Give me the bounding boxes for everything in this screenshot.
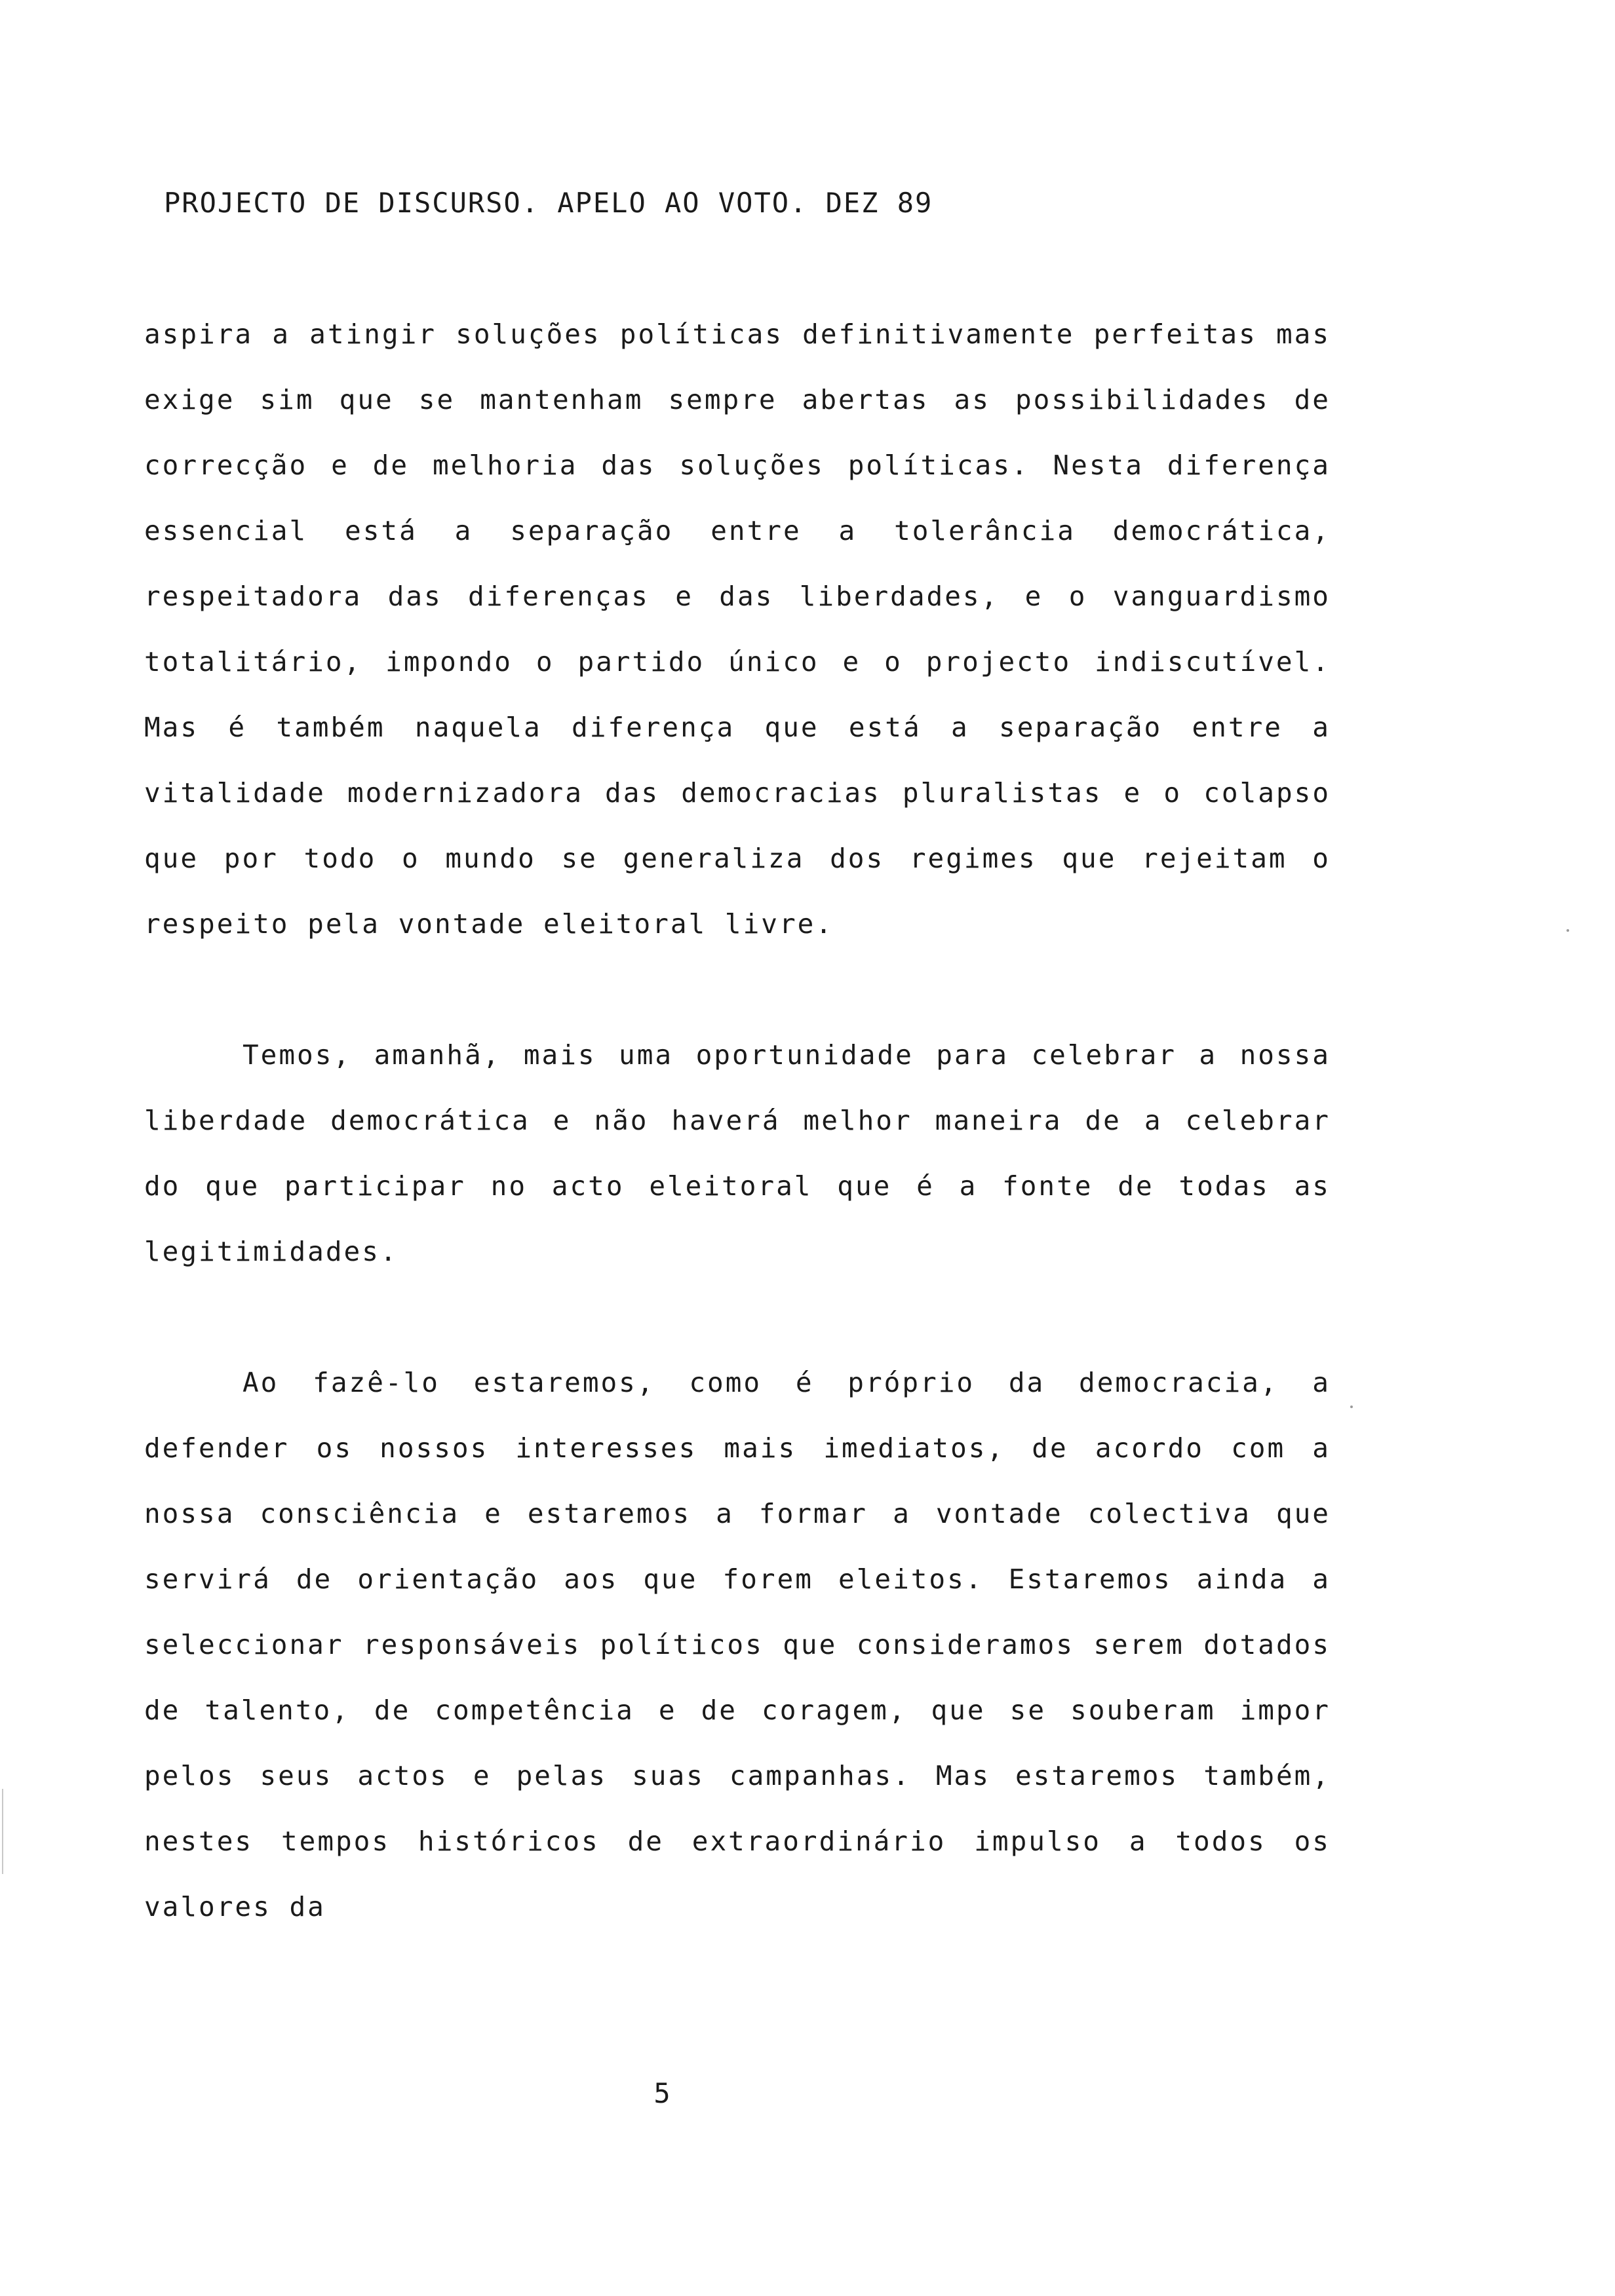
scan-margin-mark xyxy=(2,1789,3,1874)
document-body xyxy=(144,301,1331,2005)
scan-speck xyxy=(1350,1406,1353,1408)
page-number: 5 xyxy=(653,2077,671,2109)
paragraph-continued: aspira a atingir soluções políticas definitivamente perfeitas mas exige sim que se mantenham sempre abertas as possibilidades de correcção e de melhoria das soluções políticas. Nesta diferença essencial está a separação entre a tolerância democrática, respeitadora das diferenças e das liberdades, e o vanguardismo totalitário, impondo o partido único e o projecto indiscutível. Mas é também naquela diferença que está a separação entre a vitalidade modernizadora das democracias pluralistas e o colapso que por todo o mundo se generaliza dos regimes que rejeitam o respeito pela vontade eleitoral livre. xyxy=(144,318,1331,940)
scan-speck xyxy=(1566,929,1569,932)
paragraph-voting: Ao fazê-lo estaremos, como é próprio da democracia, a defender os nossos interesses mais imediatos, de acordo com a nossa consciência e estaremos a formar a vontade colectiva que servirá de orientação aos que forem eleitos. Estaremos ainda a seleccionar responsáveis políticos que consideramos serem dotados de talento, de competência e de coragem, que se souberam impor pelos seus actos e pelas suas campanhas. Mas estaremos também, nestes tempos históricos de extraordinário impulso a todos os valores da xyxy=(144,1367,1331,1923)
paragraph-celebration: Temos, amanhã, mais uma oportunidade para celebrar a nossa liberdade democrática e não haverá melhor maneira de a celebrar do que participar no acto eleitoral que é a fonte de todas as legitimidades. xyxy=(144,1039,1331,1267)
document-header: PROJECTO DE DISCURSO. APELO AO VOTO. DEZ 89 xyxy=(164,187,933,219)
